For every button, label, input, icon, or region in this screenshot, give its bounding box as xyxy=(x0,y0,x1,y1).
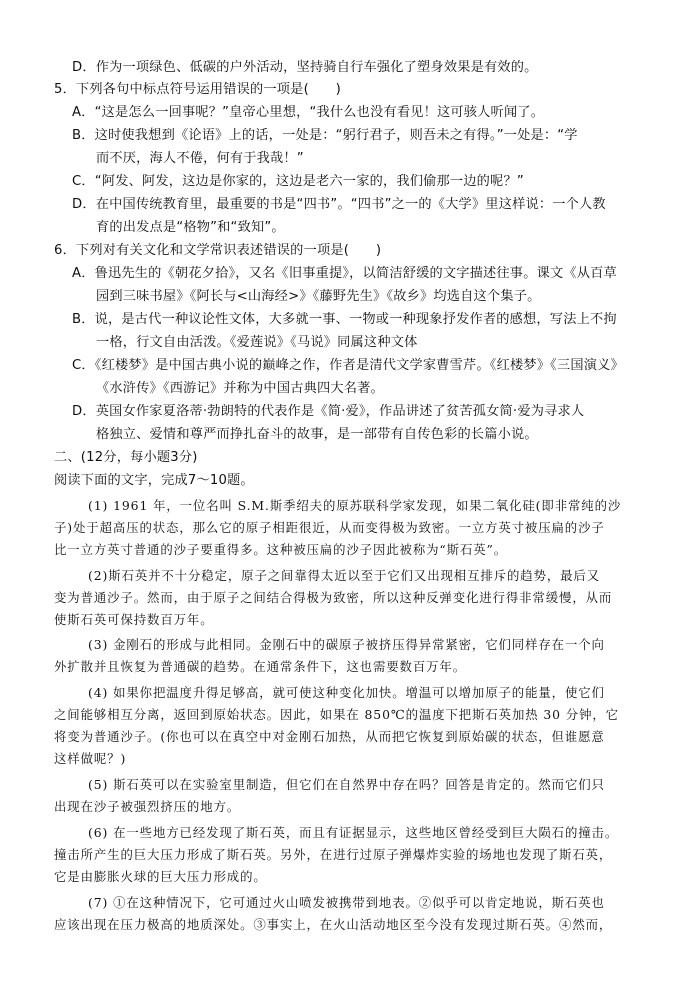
q5-option-b-line1: B．这时使我想到《论语》上的话，一处是：“躬行君子，则吾未之有得。”一处是：“学 xyxy=(72,128,578,143)
passage-p6-line2: 撞击所产生的巨大压力形成了斯石英。另外，在进行过原子弹爆炸实验的场地也发现了斯石英， xyxy=(54,847,613,862)
passage-p4-line4: 这样做呢？) xyxy=(54,751,127,766)
q5-stem: 5．下列各句中标点符号运用错误的一项是( ) xyxy=(54,82,342,97)
section-instruction: 阅读下面的文字，完成7～10题。 xyxy=(54,473,254,488)
q6-stem: 6．下列对有关文化和文学常识表述错误的一项是( ) xyxy=(54,243,382,258)
q6-option-a-line1: A．鲁迅先生的《朝花夕拾》，又名《旧事重提》，以简洁舒缓的文字描述往事。课文《从百草 xyxy=(72,266,617,281)
passage-p2-line1: (2)斯石英并不十分稳定，原子之间靠得太近以至于它们又出现相互排斥的趋势，最后又 xyxy=(88,568,601,583)
passage-p2-line3: 使斯石英可保持数百万年。 xyxy=(54,612,214,627)
section-heading: 二、(12分，每小题3分) xyxy=(54,450,198,465)
q4-option-d: D．作为一项绿色、低碳的户外活动，坚持骑自行车强化了塑身效果是有效的。 xyxy=(72,60,538,75)
passage-p4-line3: 将变为普通沙子。(你也可以在真空中对金刚石加热，从而把它恢复到原始碳的状态，但谁愿意 xyxy=(54,729,605,744)
passage-p4-line1: (4) 如果你把温度升得足够高，就可使这种变化加快。增温可以增加原子的能量，使它们 xyxy=(88,685,605,700)
passage-p1-line3: 比一立方英寸普通的沙子要重得多。这种被压扁的沙子因此被称为“斯石英”。 xyxy=(54,542,508,557)
q6-option-d-line1: D．英国女作家夏洛蒂·勃朗特的代表作是《简·爱》，作品讲述了贫苦孤女简·爱为寻求人 xyxy=(72,404,585,419)
q5-option-d-line1: D．在中国传统教育里，最重要的书是“四书”。“四书”之一的《大学》里这样说：一个人教 xyxy=(72,197,606,212)
q5-option-d-line2: 育的出发点是“格物”和“致知”。 xyxy=(96,220,285,235)
q5-option-c: C．“阿发、阿发，这边是你家的，这边是老六一家的，我们偷那一边的呢？” xyxy=(72,174,524,189)
passage-p5-line1: (5) 斯石英可以在实验室里制造，但它们在自然界中存在吗？回答是肯定的。然而它们只 xyxy=(88,777,605,792)
q6-option-b-line1: B．说，是古代一种议论性文体，大多就一事、一物或一种现象抒发作者的感想，写法上不拘 xyxy=(72,312,617,327)
passage-p3-line1: (3) 金刚石的形成与此相同。金刚石中的碳原子被挤压得异常紧密，它们同样存在一个向 xyxy=(88,637,605,652)
q6-option-a-line2: 园到三味书屋》《阿长与<山海经>》《藤野先生》《故乡》均选自这个集子。 xyxy=(96,289,541,304)
passage-p2-line2: 变为普通沙子。然而，由于原子之间结合得极为致密，所以这种反弹变化进行得非常缓慢，从而 xyxy=(54,590,613,605)
passage-p7-line1: (7) ①在这种情况下，它可通过火山喷发被携带到地表。②似乎可以肯定地说，斯石英也 xyxy=(88,895,605,910)
passage-p6-line3: 它是由膨胀火球的巨大压力形成的。 xyxy=(54,869,267,884)
q6-option-c-line2: 《水浒传》《西游记》并称为中国古典四大名著。 xyxy=(96,381,384,396)
passage-p1-line1: (1) 1961 年，一位名叫 S.M.斯季绍夫的原苏联科学家发现，如果二氧化硅(即非常纯的沙 xyxy=(88,498,622,513)
passage-p6-line1: (6) 在一些地方已经发现了斯石英，而且有证据显示，这些地区曾经受到巨大陨石的撞击。 xyxy=(88,825,619,840)
q5-option-b-line2: 而不厌，海人不倦，何有于我哉！” xyxy=(96,151,304,166)
q5-option-a: A．“这是怎么一回事呢？”皇帝心里想，“我什么也没有看见！这可骇人听闻了。 xyxy=(72,105,545,120)
passage-p3-line2: 外扩散并且恢复为普通碳的趋势。在通常条件下，这也需要数百万年。 xyxy=(54,659,467,674)
passage-p1-line2: 子)处于超高压的状态，那么它的原子相距很近，从而变得极为致密。一立方英寸被压扁的沙子 xyxy=(54,520,605,535)
passage-p7-line2: 应该出现在压力极高的地质深处。③事实上，在火山活动地区至今没有发现过斯石英。④然而， xyxy=(54,917,613,932)
q6-option-b-line2: 一格，行文自由活泼。《爱莲说》《马说》同属这种文体 xyxy=(96,335,418,350)
q6-option-c-line1: C．《红楼梦》是中国古典小说的巅峰之作，作者是清代文学家曹雪芹。《红楼梦》《三国演义》 xyxy=(72,358,624,373)
passage-p4-line2: 之间能够相互分离，返回到原始状态。因此，如果在 850℃的温度下把斯石英加热 30 分钟，它 xyxy=(54,707,619,722)
passage-p5-line2: 出现在沙子被强烈挤压的地方。 xyxy=(54,799,241,814)
q6-option-d-line2: 格独立、爱情和尊严而挣扎奋斗的故事，是一部带有自传色彩的长篇小说。 xyxy=(96,427,538,442)
